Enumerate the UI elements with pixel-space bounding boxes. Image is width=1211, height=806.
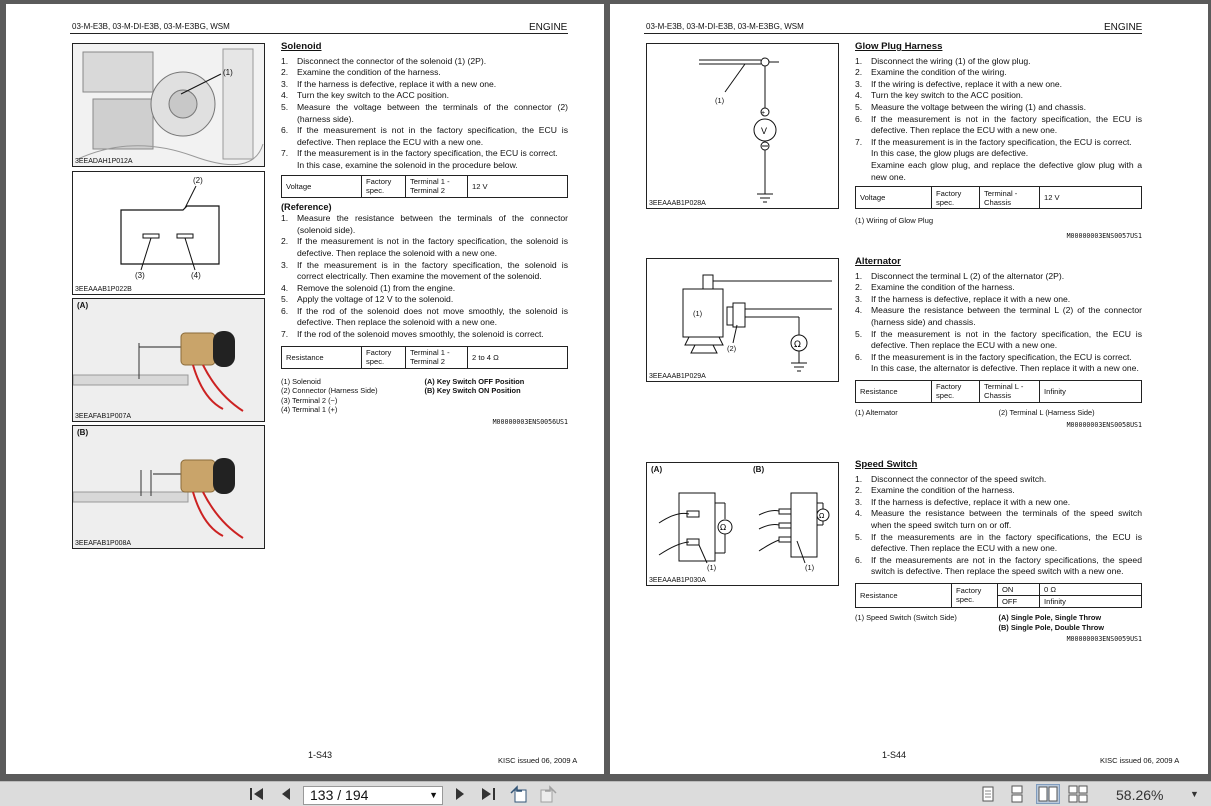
list-item: 6. If the measurement is not in the factory specification, the ECU is defective. Then replace the ECU with a new one. — [281, 125, 568, 147]
solenoid-photo-key-off — [72, 298, 265, 422]
spec-terminals: Terminal L - Chassis — [980, 380, 1040, 402]
header-rule — [644, 33, 1142, 34]
list-item: 5. Measure the voltage between the terminals of the connector (2) (harness side). — [281, 101, 568, 124]
legend-item: (3) Terminal 2 (−) — [281, 395, 338, 405]
alternator-wiring-drawing — [647, 259, 839, 382]
figure-caption: 3EEADAH1P012A — [75, 158, 133, 165]
continuous-view-icon[interactable] — [1007, 784, 1027, 804]
figure-label-b: (B) — [753, 465, 765, 474]
glow-plug-section — [855, 41, 1142, 242]
single-page-view-icon[interactable] — [978, 784, 998, 804]
list-item: 6. If the measurement is not in the factory specification, the ECU is defective. Then replace the ECU with a new one. — [855, 113, 1142, 136]
spec-kind: Factory spec. — [362, 346, 406, 368]
speed-switch-section — [855, 459, 1142, 646]
header-models: 03-M-E3B, 03-M-DI-E3B, 03-M-E3BG, WSM — [646, 22, 804, 31]
glow-plug-wiring-drawing — [647, 44, 839, 209]
document-id: M00000003ENS0056US1 — [492, 418, 568, 427]
spec-off-label: OFF — [998, 595, 1040, 607]
chevron-down-icon[interactable]: ▼ — [429, 790, 438, 800]
spec-on-label: ON — [998, 583, 1040, 595]
figure-caption: 3EEAFAB1P008A — [75, 540, 132, 547]
spec-kind: Factory spec. — [932, 380, 980, 402]
list-item: 6. If the measurements are not in the factory specifications, the speed switch is defective. Then replace the speed switch with a new one. — [855, 554, 1142, 577]
list-item: 4. Turn the key switch to the ACC position. — [855, 90, 1024, 101]
list-item: 3. If the harness is defective, replace it with a new one. — [281, 78, 497, 89]
svg-text:Ω: Ω — [819, 512, 825, 520]
figure-legend — [855, 613, 1142, 632]
figure-caption: 3EEAAAB1P022B — [75, 286, 132, 293]
spec-value: Infinity — [1040, 380, 1142, 402]
page-indicator: 133 / 194 — [310, 787, 369, 803]
page-1-s44 — [610, 4, 1208, 774]
zoom-level[interactable]: 58.26% — [1116, 787, 1164, 803]
chevron-down-icon[interactable]: ▼ — [1190, 789, 1199, 799]
two-page-continuous-view-icon[interactable] — [1067, 784, 1089, 804]
figure-legend — [855, 408, 1142, 418]
voltage-spec-table — [281, 175, 568, 198]
solenoid-off-drawing — [73, 299, 265, 422]
first-page-icon[interactable] — [247, 784, 267, 804]
legend-item: (2) Terminal L (Harness Side) — [998, 407, 1095, 417]
section-title: Speed Switch — [855, 459, 918, 470]
list-item: 7. If the rod of the solenoid moves smoothly, the solenoid is correct. — [281, 329, 544, 340]
list-item: 1. Disconnect the connector of the speed switch. — [855, 473, 1047, 484]
voltage-spec-table — [855, 186, 1142, 209]
list-item: 4. Turn the key switch to the ACC position. — [281, 90, 450, 101]
spec-kind: Factory spec. — [932, 187, 980, 209]
last-page-icon[interactable] — [478, 784, 498, 804]
alternator-diagram — [646, 258, 839, 382]
list-item: 7. If the measurement is in the factory specification, the ECU is correct. In this case, the glow plugs are defective. Examine each glow plug, and replace the defective glow plug with a new one. — [855, 136, 1142, 182]
list-item: 2. Examine the condition of the wiring. — [855, 67, 1007, 78]
section-title: Glow Plug Harness — [855, 41, 943, 52]
figure-note: (1) Wiring of Glow Plug — [855, 216, 934, 226]
section-title: Solenoid — [281, 41, 322, 52]
figure-label-a: (A) — [651, 465, 663, 474]
glow-plug-steps — [855, 56, 1142, 184]
page-number-input[interactable] — [303, 786, 443, 805]
resistance-spec-table — [281, 346, 568, 369]
speed-switch-diagram — [646, 462, 839, 586]
document-id: M00000003ENS0057US1 — [1066, 231, 1142, 240]
engine-photo-drawing — [73, 44, 265, 167]
next-page-icon[interactable] — [450, 784, 470, 804]
solenoid-section — [281, 41, 568, 429]
list-item: 2. Examine the condition of the harness. — [855, 282, 1015, 293]
connector-drawing — [73, 172, 265, 295]
section-title: Alternator — [855, 256, 901, 267]
alternator-section — [855, 256, 1142, 431]
spec-terminals: Terminal - Chassis — [980, 187, 1040, 209]
figure-label-b: (B) — [77, 428, 89, 437]
next-view-icon[interactable] — [537, 784, 559, 804]
list-item: 2. If the measurement is not in the factory specification, the solenoid is defective. Then replace the solenoid with a new one. — [281, 236, 568, 258]
legend-item: (A) Single Pole, Single Throw — [998, 612, 1102, 622]
alternator-steps — [855, 271, 1142, 375]
list-item: 6. If the measurement is in the factory specification, the ECU is correct. In this case, the alternator is defective. Then replace it with a new one. — [855, 351, 1139, 374]
spec-value: 12 V — [468, 175, 568, 197]
figure-caption: 3EEAFAB1P007A — [75, 413, 132, 420]
reference-title: (Reference) — [281, 201, 332, 212]
legend-item: (B) Single Pole, Double Throw — [998, 622, 1105, 632]
spec-item: Voltage — [856, 187, 932, 209]
figure-callout-1: (1) — [693, 309, 703, 318]
spec-terminals: Terminal 1 - Terminal 2 — [406, 346, 468, 368]
spec-kind: Factory spec. — [362, 175, 406, 197]
figure-callout-1: (1) — [715, 96, 725, 105]
list-item: 2. Examine the condition of the harness. — [281, 67, 441, 78]
legend-item: (1) Speed Switch (Switch Side) — [855, 612, 957, 622]
spec-item: Voltage — [282, 175, 362, 197]
figure-label-a: (A) — [77, 301, 89, 310]
glow-plug-diagram — [646, 43, 839, 209]
legend-item: (B) Key Switch ON Position — [424, 386, 521, 396]
issue-note: KISC issued 06, 2009 A — [1100, 756, 1180, 765]
figure-callout-2: (2) — [193, 176, 203, 185]
svg-text:Ω: Ω — [720, 523, 727, 532]
viewer-toolbar — [0, 781, 1211, 806]
legend-item: (1) Solenoid — [281, 376, 321, 386]
figure-caption: 3EEAAAB1P028A — [649, 200, 706, 207]
legend-item: (4) Terminal 1 (+) — [281, 405, 338, 415]
header-section: ENGINE — [529, 22, 568, 33]
legend-item: (2) Connector (Harness Side) — [281, 386, 378, 396]
list-item: 3. If the harness is defective, replace it with a new one. — [855, 496, 1071, 507]
document-id: M00000003ENS0058US1 — [1066, 420, 1142, 429]
issue-note: KISC issued 06, 2009 A — [498, 756, 578, 765]
spec-on-value: 0 Ω — [1040, 583, 1142, 595]
list-item: 4. Measure the resistance between the terminal L (2) of the connector (harness side) and chassis. — [855, 305, 1142, 327]
figure-legend — [281, 377, 568, 415]
list-item: 5. Measure the voltage between the wiring (1) and chassis. — [855, 101, 1086, 112]
figure-caption: 3EEAAAB1P029A — [649, 373, 706, 380]
list-item: 4. Measure the resistance between the terminals of the speed switch when the speed switch turn on or off. — [855, 508, 1142, 530]
figure-callout-3: (3) — [135, 271, 145, 280]
prev-page-icon[interactable] — [276, 784, 296, 804]
list-item: 5. If the measurements are in the factory specifications, the ECU is defective. Then replace the ECU with a new one. — [855, 531, 1142, 554]
list-item: 1. Disconnect the wiring (1) of the glow plug. — [855, 55, 1031, 66]
document-id: M00000003ENS0059US1 — [1066, 635, 1142, 644]
list-item: 7. If the measurement is in the factory specification, the ECU is correct. In this case, examine the solenoid in the procedure below. — [281, 148, 558, 170]
spec-value: 12 V — [1040, 187, 1142, 209]
legend-item: (1) Alternator — [855, 407, 898, 417]
spec-terminals: Terminal 1 - Terminal 2 — [406, 175, 468, 197]
list-item: 4. Remove the solenoid (1) from the engine. — [281, 282, 456, 293]
list-item: 6. If the rod of the solenoid does not move smoothly, the solenoid is defective. Then replace the solenoid with a new one. — [281, 305, 568, 328]
resistance-spec-table — [855, 380, 1142, 403]
header-models: 03-M-E3B, 03-M-DI-E3B, 03-M-E3BG, WSM — [72, 22, 230, 31]
solenoid-location-photo — [72, 43, 265, 167]
list-item: 1. Disconnect the connector of the solenoid (1) (2P). — [281, 55, 487, 66]
figure-callout-1: (1) — [707, 563, 717, 572]
spec-kind: Factory spec. — [952, 583, 998, 607]
two-page-view-icon[interactable] — [1036, 784, 1060, 804]
list-item: 3. If the measurement is in the factory specification, the solenoid is correct electrically. Then examine the movement of the solenoid. — [281, 259, 568, 282]
header-rule — [70, 33, 568, 34]
figure-callout-4: (4) — [191, 271, 201, 280]
list-item: 5. Apply the voltage of 12 V to the solenoid. — [281, 294, 454, 305]
figure-caption: 3EEAAAB1P030A — [649, 577, 706, 584]
list-item: 1. Disconnect the terminal L (2) of the alternator (2P). — [855, 270, 1065, 281]
resistance-spec-table — [855, 583, 1142, 608]
spec-item: Resistance — [856, 583, 952, 607]
speed-switch-steps — [855, 474, 1142, 578]
page-1-s43 — [6, 4, 604, 774]
list-item: 5. If the measurement is not in the factory specification, the ECU is defective. Then replace the ECU with a new one. — [855, 328, 1142, 351]
svg-text:V: V — [761, 126, 768, 136]
previous-view-icon[interactable] — [508, 784, 530, 804]
list-item: 2. Examine the condition of the harness. — [855, 485, 1015, 496]
spec-item: Resistance — [282, 346, 362, 368]
svg-text:+: + — [761, 110, 766, 117]
svg-text:Ω: Ω — [794, 340, 801, 350]
header-section: ENGINE — [1104, 22, 1143, 33]
solenoid-photo-key-on — [72, 425, 265, 549]
list-item: 1. Measure the resistance between the terminals of the connector (solenoid side). — [281, 213, 568, 235]
legend-item: (A) Key Switch OFF Position — [424, 376, 525, 386]
page-number: 1-S43 — [308, 750, 333, 760]
list-item: 3. If the harness is defective, replace it with a new one. — [855, 293, 1071, 304]
solenoid-on-drawing — [73, 426, 265, 549]
page-number: 1-S44 — [882, 750, 907, 760]
spec-value: 2 to 4 Ω — [468, 346, 568, 368]
solenoid-steps — [281, 56, 568, 172]
list-item: 3. If the wiring is defective, replace it with a new one. — [855, 78, 1063, 89]
spec-item: Resistance — [856, 380, 932, 402]
spec-off-value: Infinity — [1040, 595, 1142, 607]
figure-callout-2: (2) — [727, 344, 737, 353]
figure-callout-1: (1) — [223, 68, 233, 77]
solenoid-connector-diagram — [72, 171, 265, 295]
figure-callout-1: (1) — [805, 563, 815, 572]
reference-steps — [281, 213, 568, 341]
